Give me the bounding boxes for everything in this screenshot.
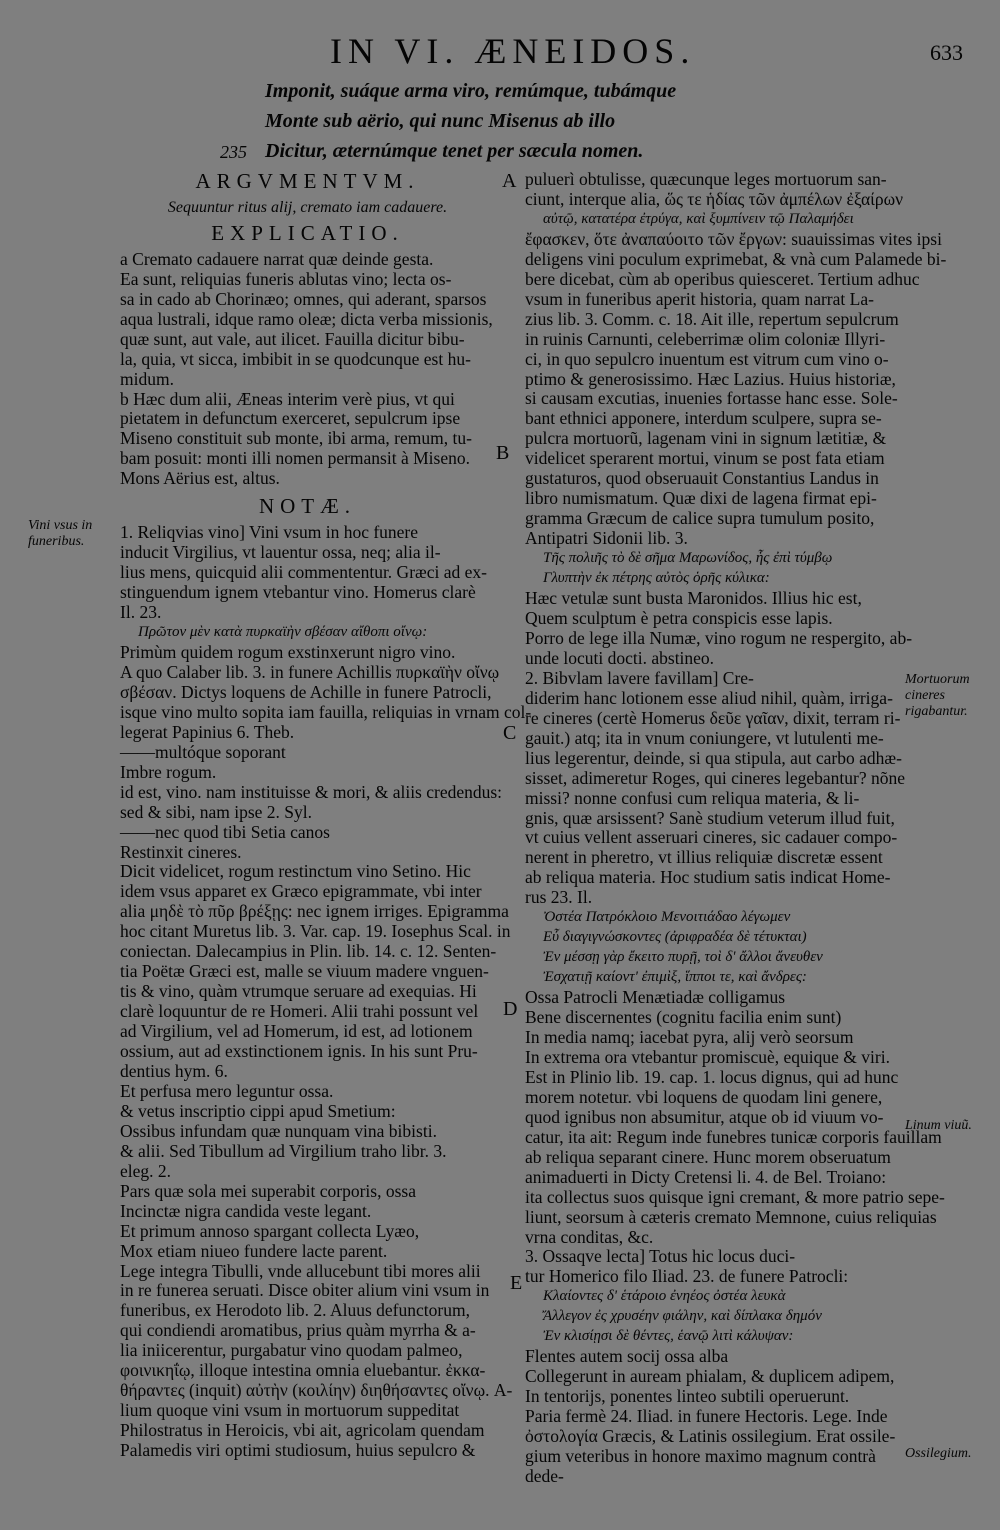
text-line: clarè loquuntur de re Homeri. Alii trahi possunt vel [120, 1001, 479, 1022]
text-line: lius mens, quicquid alii commententur. Græci ad ex- [120, 562, 487, 583]
text-line: isque vino multo sopita iam fauilla, reliquias in vrnam col- [120, 701, 532, 722]
text-line: bere dicebat, cùm ab operibus quiesceret. Tertium adhuc [525, 268, 920, 289]
text-line: gnis, quæ arsissent? Sanè studium veterum illud fuit, [525, 807, 895, 828]
text-line: ita collectus suos quisque igni cremant, & more patrio sepe- [525, 1186, 945, 1207]
text-line: Ossibus infundam quæ nunquam vina bibisti. [120, 1120, 437, 1141]
verse-line: Dicitur, æternúmque tenet per sæcula nomen. [265, 140, 644, 162]
explicatio-heading: EXPLICATIO. [211, 220, 404, 245]
text-line: Il. 23. [120, 602, 162, 623]
text-line: ——multóque soporant [120, 741, 286, 762]
text-line: Et primum annoso spargant collecta Lyæo, [120, 1220, 420, 1241]
text-line: catur, ita ait: Regum inde funebres tunicæ corporis fauillam [525, 1126, 942, 1147]
text-line: tia Poëtæ Græci est, malle se viuum madere vnguen- [120, 961, 489, 982]
text-line: Mons Aërius est, altus. [120, 468, 280, 489]
text-line: ossium, aut ad exstinctionem ignis. In his sunt Pru- [120, 1041, 478, 1062]
text-line: gramma Græcum de calice supra tumulum posito, [525, 508, 875, 529]
text-line: alia μηδὲ τὸ πῦρ βρέξῃς: nec ignem irriges. Epigramma [120, 901, 509, 922]
text-line: la, quia, vt sicca, imbibit in se quodcunque est hu- [120, 348, 471, 369]
text-line: legerat Papinius 6. Theb. [120, 721, 295, 742]
verse-line: Imponit, suáque arma viro, remúmque, tubámque [265, 80, 677, 102]
text-line: pietatem in defunctum exerceret, sepulcrum ipse [120, 408, 461, 429]
notae-text [120, 522, 532, 1461]
text-line: si causam excutias, inuenies fortasse hanc esse. Sole- [525, 388, 898, 409]
text-line: In extrema ora vtebantur promiscuè, equique & viri. [525, 1046, 890, 1067]
text-line: eleg. 2. [120, 1160, 172, 1181]
text-line: 1. Reliqvias vino] Vini vsum in hoc funere [120, 522, 419, 543]
text-line: ——nec quod tibi Setia canos [120, 821, 330, 842]
page-number: 633 [930, 40, 963, 65]
text-line: animaduerti in Dicty Cretensi li. 4. de Bel. Troiano: [525, 1166, 887, 1187]
text-line: Pars quæ sola mei superabit corporis, ossa [120, 1180, 416, 1201]
text-line: Dicit videlicet, rogum restinctum vino Setino. Hic [120, 861, 471, 882]
text-line: Antipatri Sidonii lib. 3. [525, 528, 688, 549]
text-line: ab reliqua separant cinere. Hunc morem obseruatum [525, 1146, 891, 1167]
text-line: zius lib. 3. Comm. c. 18. Ait ille, repertum sepulcrum [525, 308, 899, 329]
text-line: idem vsus apparet ex Græco epigrammate, vbi inter [120, 881, 482, 902]
section-letter: E [510, 1272, 523, 1294]
text-line: Ossa Patrocli Menætiadæ colligamus [525, 987, 786, 1008]
text-line: gium veteribus in honore maximo magnum contrà [525, 1446, 876, 1466]
margin-note: Mortuorum cineres rigabantur. [905, 672, 970, 719]
text-line: & alii. Sed Tibullum ad Virgilium traho libr. 3. [120, 1140, 447, 1161]
text-line: coniectan. Dalecampius in Plin. lib. 14. c. 12. Senten- [120, 941, 497, 962]
section-letter: D [503, 998, 518, 1020]
text-line: Palamedis viri optimi studiosum, huius sepulcro & [120, 1440, 476, 1461]
text-line: videlicet sperarent mortui, vinum se post fata etiam [525, 448, 885, 469]
text-line: puluerì obtulisse, quæcunque leges mortuorum san- [525, 169, 887, 189]
margin-note: Ossilegium. [905, 1446, 972, 1461]
text-line: ad Virgilium, vel ad Homerum, id est, ad lotionem [120, 1021, 473, 1042]
text-line: ci, in quo sepulcro inuentum est vitrum cum vino o- [525, 348, 889, 369]
text-line: θήραντες (inquit) αὐτὴν (κοιλίην) διηθήσαντες οἴνῳ. A- [120, 1380, 513, 1401]
argumentum-heading: ARGVMENTVM. [195, 169, 420, 193]
text-line: φοινικηΐῳ, illoque intestina omnia eluebantur. ἐκκα- [120, 1360, 486, 1381]
text-line: Incinctæ nigra candida veste legant. [120, 1200, 372, 1221]
text-line: A quo Calaber lib. 3. in funere Achillis πυρκαϊὴν οἴνῳ [120, 661, 500, 682]
text-line: Bene discernentes (cognitu facilia enim sunt) [525, 1007, 842, 1028]
text-line: quæ sunt, aut vale, aut ilicet. Fauilla dicitur bibu- [120, 328, 465, 349]
text-line: ἔφασκεν, ὅτε ἀναπαύοιτο τῶν ἔργων: suauissimas vites ipsi [525, 228, 942, 249]
text-line: libro numismatum. Quæ dixi de lagena firmat epi- [525, 488, 877, 509]
text-line: diderim hanc lotionem esse aliud nihil, quàm, irriga- [525, 687, 893, 708]
text-line: b Hæc dum alii, Æneas interim verè pius, vt qui [120, 388, 455, 409]
text-line: stinguendum ignem vtebantur vino. Homerus clarè [120, 582, 476, 603]
argumentum-text: Sequuntur ritus alij, cremato iam cadauere. [167, 198, 448, 216]
text-line: Ἐσχατιῇ καίοντ' ἐπιμὶξ, ἵπποι τε, καὶ ἄνδρες: [543, 969, 807, 986]
text-line: In tentorijs, ponentes linteo subtili operuerunt. [525, 1386, 850, 1407]
text-line: bant ethnici apponere, interdum sculpere, supra se- [525, 408, 882, 429]
text-line: Τῆς πολιῆς τὸ δὲ σῆμα Μαρωνίδος, ἧς ἐπὶ τύμβῳ [543, 550, 833, 567]
text-line: Paria fermè 24. Iliad. in funere Hectoris. Lege. Inde [525, 1406, 888, 1427]
text-line: vrna conditas, &c. [525, 1226, 654, 1247]
text-line: Hæc vetulæ sunt busta Maronidos. Illius hic est, [525, 588, 862, 609]
text-line: lium quoque vini vsum in mortuorum suppeditat [120, 1400, 460, 1421]
section-letter: B [496, 442, 510, 464]
text-line: 3. Ossaqve lecta] Totus hic locus duci- [525, 1246, 796, 1267]
margin-note: Vini vsus in funeribus. [28, 518, 93, 549]
text-line: vsum in funeribus aperit historia, quam narrat La- [525, 288, 874, 309]
text-line: Ὀστέα Πατρόκλοιο Μενοιτιάδαο λέγωμεν [543, 909, 791, 926]
text-line: nerent in pheretro, vt illius reliquiæ discretæ essent [525, 847, 883, 868]
text-line: Flentes autem socij ossa alba [525, 1346, 729, 1367]
text-line: Κλαίοντες δ' ἑτάροιο ἐνηέος ὀστέα λευκὰ [543, 1288, 786, 1305]
text-line: Est in Plinio lib. 19. cap. 1. locus dignus, qui ad hunc [525, 1066, 899, 1087]
text-line: funeribus, ex Herodoto lib. 2. Aluus defunctorum, [120, 1300, 470, 1321]
text-line: tis & vino, quàm vtrumque seruare ad exequias. Hi [120, 981, 477, 1002]
text-line: gauit.) atq; ita in vnum coniungere, vt lutulenti me- [525, 727, 884, 748]
text-line: ciunt, interque alia, ὥς τε ἡδίας τῶν ἀμπέλων ἐξαίρων [525, 188, 904, 209]
text-line: Mox etiam niueo fundere lacte parent. [120, 1240, 388, 1261]
text-line: Et perfusa mero leguntur ossa. [120, 1080, 334, 1101]
verse-number: 235 [220, 142, 247, 162]
text-line: inducit Virgilius, vt lauentur ossa, neq; alia il- [120, 542, 441, 563]
text-line: hoc citant Muretus lib. 3. Var. cap. 19. Iosephus Scal. in [120, 921, 511, 942]
text-line: qui condiendi aromatibus, prius quàm myrrha & a- [120, 1320, 476, 1341]
text-line: lius legerentur, deinde, si qua stipula, aut carbo adhæ- [525, 747, 902, 768]
text-line: In media namq; iacebat pyra, alij verò seorsum [525, 1026, 854, 1047]
text-line: in re funerea seruati. Disce obiter alium vini vsum in [120, 1280, 490, 1301]
text-line: in ruinis Carnunti, celeberrimæ olim coloniæ Illyri- [525, 328, 886, 349]
text-line: pulcra mortuorũ, lagenam vini in signum lætitiæ, & [525, 428, 887, 449]
text-line: liunt, seorsum à cæteris cremato Memnone, cuius reliquias [525, 1206, 937, 1227]
text-line: Εὖ διαγιγνώσκοντες (ἀριφραδέα δὲ τέτυκται) [543, 929, 807, 946]
text-line: lia iniicerentur, purgabatur vino quodam palmeo, [120, 1340, 463, 1361]
text-line: Primùm quidem rogum exstinxerunt nigro vino. [120, 641, 456, 662]
text-line: Πρῶτον μὲν κατὰ πυρκαϊὴν σβέσαν αἴθοπι οἴνῳ: [138, 624, 428, 641]
text-line: Ea sunt, reliquias funeris ablutas vino; lecta os- [120, 268, 452, 289]
text-line: a Cremato cadauere narrat quæ deinde gesta. [120, 248, 434, 269]
text-line: ab reliqua materia. Hoc studium satis indicat Home- [525, 867, 891, 888]
text-line: tur Homerico filo Iliad. 23. de funere Patrocli: [525, 1266, 849, 1287]
text-line: re cineres (certè Homerus δεῦε γαῖαν, dixit, terram ri- [525, 707, 901, 728]
text-line: sed & sibi, nam ipse 2. Syl. [120, 801, 313, 822]
text-line: missi? nonne confusi cum reliqua materia, & li- [525, 787, 860, 808]
text-line: αὐτῷ, κατατέρα ἐτρύγα, καὶ ξυμπίνειν τῷ Παλαμήδει [543, 210, 854, 227]
text-line: & vetus inscriptio cippi apud Smetium: [120, 1100, 396, 1121]
text-line: rus 23. Il. [525, 887, 593, 908]
text-line: 2. Bibvlam lavere favillam] Cre- [525, 667, 754, 688]
text-line: bam posuit: monti illi nomen permansit à Miseno. [120, 448, 470, 469]
text-line: ptimo & generosissimo. Hæc Lazius. Huius historiæ, [525, 368, 896, 389]
text-line: Lege integra Tibulli, vnde allucebunt tibi mores alii [120, 1260, 481, 1281]
text-line: Restinxit cineres. [120, 841, 242, 862]
text-line: aqua lustrali, idque ramo oleæ; dicta verba missionis, [120, 308, 493, 329]
text-line: sa in cado ab Chorinæo; omnes, qui aderant, sparsos [120, 288, 487, 309]
text-line: Quem sculptum è petra conspicis esse lapis. [525, 607, 833, 628]
text-line: Miseno constituit sub monte, ibi arma, remum, tu- [120, 428, 472, 449]
text-line: Ἄλλεγον ἐς χρυσέην φιάλην, καὶ δίπλακα δημόν [543, 1308, 822, 1325]
section-letter: C [503, 722, 517, 744]
text-line: vt cuius vellent asseruari cineres, sic cadauer compo- [525, 827, 898, 848]
running-head: IN VI. ÆNEIDOS. [330, 31, 696, 71]
explicatio-text [120, 250, 495, 489]
text-line: id est, vino. nam instituisse & mori, & aliis credendus: [120, 781, 503, 802]
text-line: sisset, adimeretur Roges, qui cineres legebantur? nõne [525, 767, 906, 788]
text-line: midum. [120, 368, 174, 389]
text-line: dentius hym. 6. [120, 1060, 228, 1081]
text-line: gustaturos, quod obseruauit Constantius Landus in [525, 468, 879, 489]
text-line: unde locuti docti. abstineo. [525, 647, 715, 668]
text-line: Imbre rogum. [120, 761, 217, 782]
text-line: deligens vini poculum exprimebat, & vnà cum Palamede bi- [525, 248, 947, 269]
section-letter: A [502, 170, 517, 192]
text-line: Γλυπτὴν ἐκ πέτρης αὐτὸς ὁρῆς κύλικα: [543, 570, 770, 587]
left-column [120, 169, 532, 1461]
text-line: σβέσαν. Dictys loquens de Achille in funere Patrocli, [120, 681, 492, 702]
text-line: Ἐν μέσσῃ γὰρ ἔκειτο πυρῇ, τοὶ δ' ἄλλοι ἄνευθεν [543, 949, 823, 966]
text-line: ὀστολογία Græcis, & Latinis ossilegium. Erat ossile- [525, 1426, 896, 1447]
text-line: Porro de lege illa Numæ, vino rogum ne respergito, ab- [525, 627, 913, 648]
verse-line: Monte sub aërio, qui nunc Misenus ab illo [265, 110, 616, 132]
notae-heading: NOTÆ. [258, 494, 357, 519]
text-line: dede- [525, 1465, 564, 1486]
text-line: morem notetur. vbi loquens de quodam lini genere, [525, 1086, 883, 1107]
text-line: Ἐν κλισίῃσι δὲ θέντες, ἑανῷ λιτὶ κάλυψαν: [543, 1328, 794, 1345]
margin-note: Linum viuũ. [905, 1118, 972, 1133]
text-line: Philostratus in Heroicis, vbi ait, agricolam quendam [120, 1420, 485, 1441]
text-line: Collegerunt in auream phialam, & duplicem adipem, [525, 1366, 895, 1387]
text-line: quod ignibus non absumitur, atque ob id viuum vo- [525, 1106, 884, 1127]
